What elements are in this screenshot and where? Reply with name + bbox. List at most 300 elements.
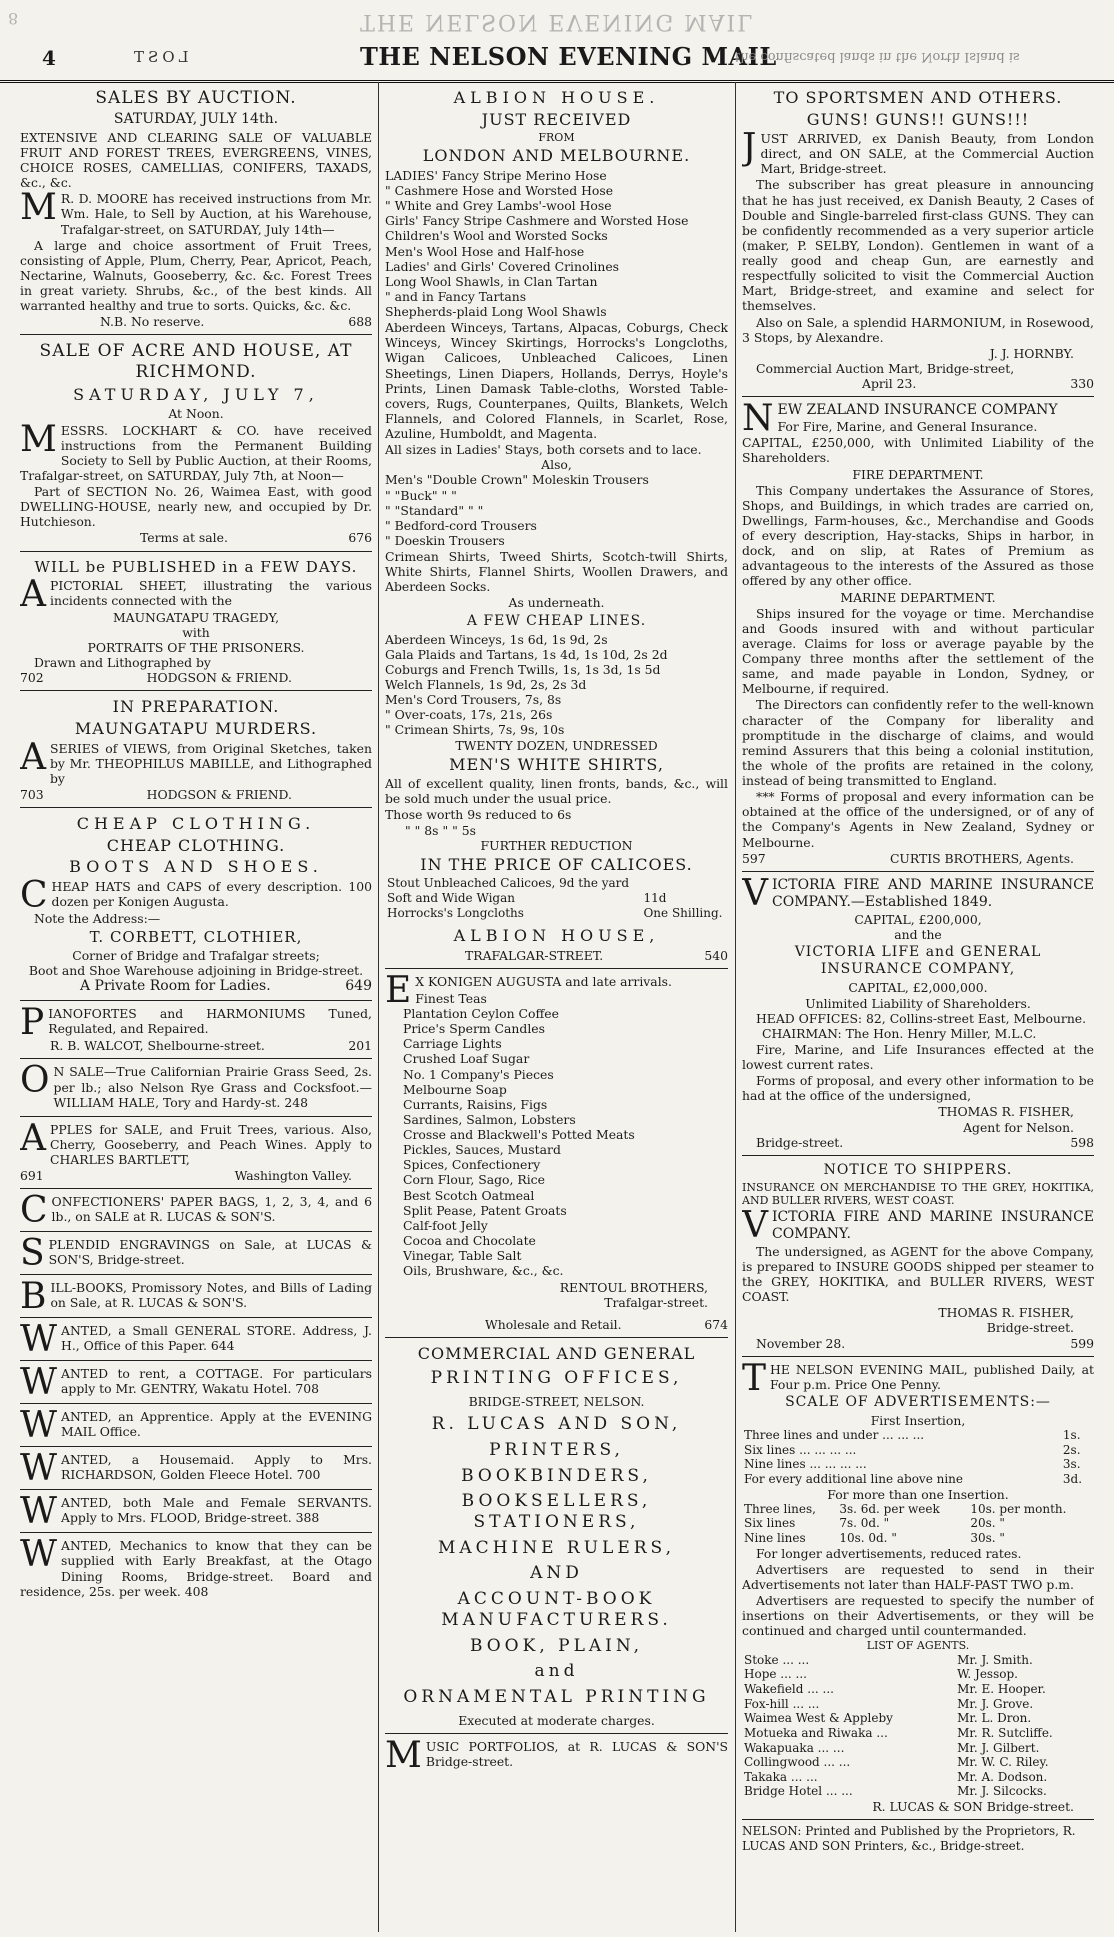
albion-para: Aberdeen Winceys, Tartans, Alpacas, Coburgs, Check Winceys, Wincey Skirtings, Horrocks's Longcloths, Wigan Calicoes, Unbleached Calicoes, Linen Sheetings, Linen Diapers, Hollands, Derrys, Hoyle's Prints, Linen Damask Table-cloths, Worsted Table-covers, Rugs, Counterpanes, Quilts, Blankets, Welch Flannels, and Colored Flannels, in Scarlet, Rose, Azuline, Humboldt, and Magenta. xyxy=(385,320,728,442)
list-item: ORNAMENTAL PRINTING xyxy=(403,1687,710,1708)
konigen-firm: RENTOUL BROTHERS, xyxy=(559,1280,708,1296)
published-firm: HODGSON & FRIEND. xyxy=(146,670,292,686)
prep-ad xyxy=(20,691,372,808)
list-item: LADIES' Fancy Stripe Merino Hose xyxy=(385,167,607,183)
ad-number: 408 xyxy=(184,1583,209,1599)
list-item: Cocoa and Chocolate xyxy=(403,1232,536,1248)
table-cell: Wakapuaka ... ... xyxy=(744,1740,845,1755)
mail-request: Advertisers are requested to send in their Advertisements not later than HALF-PAST TWO p.m. xyxy=(742,1561,1094,1592)
table-row xyxy=(742,1516,1094,1531)
drop-cap: C xyxy=(20,874,48,916)
auction-body: R. D. MOORE has received instructions from Mr. Wm. Hale, to Sell by Auction, at his Warehouse, Trafalgar-street, on SATURDAY, July 14th— xyxy=(60,191,372,237)
table-cell xyxy=(641,876,728,891)
clothing-room: A Private Room for Ladies. xyxy=(80,978,271,995)
mechanics-body: ANTED, Mechanics to know that they can be supplied with Early Breakfast, at the Otago Dining Rooms, Bridge-street. Board and residence, 25s. per week. xyxy=(20,1538,372,1599)
list-item: Corn Flour, Sago, Rice xyxy=(403,1172,545,1188)
table-row xyxy=(742,1755,1094,1770)
table-cell: Waimea West & Appleby xyxy=(744,1711,893,1726)
fire-department: FIRE DEPARTMENT. xyxy=(852,466,984,482)
drop-cap: J xyxy=(742,127,757,169)
ad-number: 388 xyxy=(295,1510,320,1526)
calico-price-table xyxy=(385,876,728,920)
table-cell: Mr. E. Hooper. xyxy=(957,1682,1046,1697)
column-rule xyxy=(735,82,736,1932)
clothing-addr-2: Boot and Shoe Warehouse adjoining in Bridge-street. xyxy=(28,963,364,979)
list-item: Shepherds-plaid Long Wool Shawls xyxy=(385,304,607,320)
table-cell: Six lines xyxy=(744,1516,796,1531)
list-item: " Over-coats, 17s, 21s, 26s xyxy=(385,707,553,723)
table-cell: Horrocks's Longcloths xyxy=(387,905,524,920)
printing-address: BRIDGE-STREET, NELSON. xyxy=(468,1393,645,1409)
sportsmen-sig: J. J. HORNBY. xyxy=(989,345,1074,361)
drop-cap: P xyxy=(20,1002,45,1044)
drop-cap: M xyxy=(20,187,57,229)
victoria-fire: Fire, Marine, and Life Insurances effected at the lowest current rates. xyxy=(742,1041,1094,1073)
guns-heading: GUNS! GUNS!! GUNS!!! xyxy=(806,109,1030,129)
drop-cap: A xyxy=(20,573,46,615)
table-cell: 10s. per month. xyxy=(970,1501,1067,1516)
grocery-list xyxy=(403,991,728,1278)
table-row xyxy=(385,891,728,906)
clothing-heading-3: BOOTS AND SHOES. xyxy=(69,857,323,877)
list-item: Oils, Brushware, &c., &c. xyxy=(403,1263,564,1279)
albion-also: Also, xyxy=(541,457,572,473)
list-item: ACCOUNT-BOOK MANUFACTURERS. xyxy=(441,1589,672,1630)
albion-quality: All of excellent quality, linen fronts, bands, &c., will be sold much under the usual price. xyxy=(385,776,728,807)
prep-body: SERIES of VIEWS, from Original Sketches, taken by Mr. THEOPHILUS MABILLE, and Lithographed by xyxy=(50,740,372,786)
albion-from: FROM xyxy=(538,131,575,145)
servants-body: ANTED, both Male and Female SERVANTS. Apply to Mrs. FLOOD, Bridge-street. xyxy=(61,1495,372,1526)
list-item: Pickles, Sauces, Mustard xyxy=(403,1142,561,1158)
albion-trousers-list xyxy=(385,472,728,548)
masthead xyxy=(0,34,1114,83)
victoria-street: Bridge-street. xyxy=(756,1134,844,1150)
table-row xyxy=(742,1472,1094,1487)
ad-number: 644 xyxy=(210,1338,235,1354)
drop-cap: O xyxy=(20,1060,50,1102)
table-row xyxy=(742,1697,1094,1712)
table-cell: 10s. 0d. " xyxy=(839,1531,897,1546)
list-item: Best Scotch Oatmeal xyxy=(403,1187,535,1203)
table-row xyxy=(742,1443,1094,1458)
sportsmen-heading: TO SPORTSMEN AND OTHERS. xyxy=(773,88,1063,107)
list-item: Carriage Lights xyxy=(403,1036,502,1052)
sportsmen-ad xyxy=(742,82,1094,397)
table-row xyxy=(742,1653,1094,1668)
table-cell: Six lines ... ... ... ... xyxy=(744,1442,857,1457)
konigen-ad xyxy=(385,969,728,1338)
list-item: Coburgs and French Twills, 1s, 1s 3d, 1s 5d xyxy=(385,661,661,677)
fire-body: This Company undertakes the Assurance of Stores, Shops, and Buildings, in which trades are carried on, Dwellings, Farm-houses, &c., Merchandise and Goods of every description, Hay-stacks, Ships in harbor, in dock, and on slip, at Rates of Premium as advantageous to the interests of the Assured as those offered by any other office. xyxy=(742,482,1094,589)
prep-sub: MAUNGATAPU MURDERS. xyxy=(74,718,318,738)
ad-number: 649 xyxy=(345,978,372,995)
sportsmen-body-2: The subscriber has great pleasure in announcing that he has just received, ex Danish Beauty, 2 Cases of Double and Single-barreled first-class GUNS. They can be confidently recommended as a very superior article (maker, P. SELBY, London). Gentlemen in want of a really good and cheap Gun, are earnestly and respectfully solicited to visit the Commercial Auction Mart, Bridge-street, and examine and select for themselves. xyxy=(742,177,1094,314)
bleed-through-header xyxy=(0,0,1114,34)
list-item: R. LUCAS AND SON, xyxy=(431,1414,682,1435)
column-2 xyxy=(385,82,728,1932)
apples-place: Washington Valley. xyxy=(234,1168,352,1184)
albion-sub: JUST RECEIVED xyxy=(481,109,632,129)
table-cell: Mr. J. Gilbert. xyxy=(957,1740,1040,1755)
ad-number: 700 xyxy=(296,1467,321,1483)
list-item: MACHINE RULERS, xyxy=(438,1537,675,1558)
column-1 xyxy=(20,82,372,1932)
published-line: MAUNGATAPU TRAGEDY, xyxy=(112,609,280,625)
table-cell: 1s. xyxy=(1062,1428,1081,1443)
list-item: Welch Flannels, 1s 9d, 2s, 2s 3d xyxy=(385,677,587,693)
list-item: " and in Fancy Tartans xyxy=(385,288,527,304)
pianos-sig: R. B. WALCOT, Shelbourne-street. xyxy=(50,1038,265,1054)
albion-twenty: TWENTY DOZEN, UNDRESSED xyxy=(455,737,658,753)
table-cell: 11d xyxy=(643,890,667,905)
ad-number: 676 xyxy=(348,530,372,546)
ad-number: 688 xyxy=(348,314,372,330)
victoria-ad xyxy=(742,872,1094,1156)
table-cell: One Shilling. xyxy=(643,905,723,920)
list-item: Gala Plaids and Tartans, 1s 4d, 1s 10d, 2s 2d xyxy=(385,646,668,662)
albion-further: FURTHER REDUCTION xyxy=(480,837,633,853)
table-row xyxy=(742,1428,1094,1443)
bleed-text: the confiscated lands in the North Island is xyxy=(735,48,1020,64)
sportsmen-date: April 23. xyxy=(862,376,917,392)
bleed-lost: LOST xyxy=(130,48,189,66)
column-rule xyxy=(378,82,379,1932)
music-body: USIC PORTFOLIOS, at R. LUCAS & SON'S Bridge-street. xyxy=(425,1739,728,1770)
marine-department: MARINE DEPARTMENT. xyxy=(840,589,996,605)
drop-cap: M xyxy=(385,1735,422,1777)
published-body: PICTORIAL SHEET, illustrating the various incidents connected with the xyxy=(50,577,372,608)
ad-number: 540 xyxy=(704,947,728,963)
list-item: BOOK, PLAIN, xyxy=(469,1635,644,1656)
mechanics-ad xyxy=(20,1533,372,1605)
table-cell: Hope ... ... xyxy=(744,1667,807,1682)
victoria-capital: CAPITAL, £200,000, xyxy=(854,912,982,928)
table-cell: Stoke ... ... xyxy=(744,1652,810,1667)
apples-name: CHARLES BARTLETT, xyxy=(50,1152,190,1168)
albion-cheap: A FEW CHEAP LINES. xyxy=(466,612,647,629)
bags-ad xyxy=(20,1189,372,1232)
list-item: Calf-foot Jelly xyxy=(403,1217,488,1233)
ad-number: 674 xyxy=(704,1316,728,1332)
acre-heading: SALE OF ACRE AND HOUSE, AT RICHMOND. xyxy=(39,341,353,383)
pianos-body: IANOFORTES and HARMONIUMS Tuned, Regulated, and Repaired. xyxy=(48,1006,372,1037)
konigen-retail: Wholesale and Retail. xyxy=(485,1316,622,1332)
victoria-chairman: CHAIRMAN: The Hon. Henry Miller, M.L.C. xyxy=(762,1025,1037,1041)
bills-body: ILL-BOOKS, Promissory Notes, and Bills of Lading on Sale, at R. LUCAS & SON'S. xyxy=(50,1280,372,1311)
store-ad xyxy=(20,1318,372,1361)
list-item: Finest Teas xyxy=(415,990,487,1006)
apprentice-body: ANTED, an Apprentice. Apply at the EVENING MAIL Office. xyxy=(61,1409,372,1440)
sportsmen-body: UST ARRIVED, ex Danish Beauty, from London direct, and ON SALE, at the Commercial Auction Mart, Bridge-street. xyxy=(760,131,1094,177)
directors-body: The Directors can confidently refer to the well-known character of the Company for liberality and promptitude in the discharge of claims, and would remind Assurers that this being a colonial institution, the whole of the profits are retained in the colony, instead of being transmitted to England. xyxy=(742,697,1094,789)
shippers-company: ICTORIA FIRE AND MARINE INSURANCE COMPANY. xyxy=(772,1208,1094,1242)
table-row xyxy=(742,1770,1094,1785)
drop-cap: B xyxy=(20,1276,47,1318)
drop-cap: W xyxy=(20,1448,58,1490)
drop-cap: W xyxy=(20,1362,58,1404)
auction-nb: N.B. No reserve. xyxy=(100,314,205,330)
table-cell: Mr. R. Sutcliffe. xyxy=(957,1725,1053,1740)
shippers-body: The undersigned, as AGENT for the above Company, is prepared to INSURE GOODS shipped per steamer to the GREY, HOKITIKA, and BULLER RIVERS, WEST COAST. xyxy=(742,1243,1094,1305)
ad-number: 599 xyxy=(1070,1335,1094,1351)
list-item: No. 1 Company's Pieces xyxy=(403,1066,554,1082)
clothing-name: T. CORBETT, CLOTHIER, xyxy=(89,927,303,946)
list-item: Melbourne Soap xyxy=(403,1081,507,1097)
table-cell: Nine lines ... ... ... ... xyxy=(744,1457,867,1472)
table-cell: 3d. xyxy=(1062,1472,1083,1487)
housemaid-body: ANTED, a Housemaid. Apply to Mrs. RICHARDSON, Golden Fleece Hotel. xyxy=(61,1452,372,1483)
table-cell: W. Jessop. xyxy=(957,1667,1018,1682)
albion-foot: ALBION HOUSE, xyxy=(453,926,660,946)
table-cell: Three lines, xyxy=(744,1501,816,1516)
bills-ad xyxy=(20,1275,372,1318)
table-cell: Stout Unbleached Calicoes, 9d the yard xyxy=(387,876,630,891)
list-item: Price's Sperm Candles xyxy=(403,1021,545,1037)
albion-shirts: Crimean Shirts, Tweed Shirts, Scotch-twill Shirts, White Shirts, Flannel Shirts, Woollen Drawers, and Aberdeen Socks. xyxy=(385,549,728,595)
albion-worth-2: " " 8s " " 5s xyxy=(405,822,476,838)
mail-heading: HE NELSON EVENING MAIL, published Daily, at Four p.m. Price One Penny. xyxy=(770,1361,1094,1392)
acre-time: At Noon. xyxy=(168,406,224,422)
auction-body-2: A large and choice assortment of Fruit Trees, consisting of Apple, Plum, Cherry, Pear, Apricot, Peach, Nectarine, Walnuts, Gooseberry, &c. &c. Forest Trees in great variety. Shrubs, &c., of the best kinds. All warranted healthy and true to sorts. Quicks, &c. &c. xyxy=(20,237,372,314)
rates-table xyxy=(742,1428,1094,1487)
victoria-sig: THOMAS R. FISHER, xyxy=(938,1104,1074,1120)
list-item: Vinegar, Table Salt xyxy=(403,1248,522,1264)
rates-table-2 xyxy=(742,1502,1094,1546)
prep-heading: IN PREPARATION. xyxy=(112,697,280,717)
ad-number: 702 xyxy=(20,670,44,686)
agents-table xyxy=(742,1653,1094,1799)
acre-body-2: Part of SECTION No. 26, Waimea East, with good DWELLING-HOUSE, nearly new, and occupied by Dr. Hutchieson. xyxy=(20,484,372,530)
printing-services xyxy=(385,1414,728,1708)
table-cell: Three lines and under ... ... ... xyxy=(744,1428,925,1443)
clothing-heading-2: CHEAP CLOTHING. xyxy=(106,835,286,855)
list-item: BOOKBINDERS, xyxy=(461,1465,652,1486)
table-row xyxy=(742,1726,1094,1741)
engravings-ad xyxy=(20,1232,372,1275)
ad-number: 597 xyxy=(742,850,766,866)
drop-cap: A xyxy=(20,736,46,778)
list-item: " Cashmere Hose and Worsted Hose xyxy=(385,183,614,199)
sportsmen-body-3: Also on Sale, a splendid HARMONIUM, in Rosewood, 3 Stops, by Alexandre. xyxy=(742,314,1094,345)
store-body: ANTED, a Small GENERAL STORE. Address, J. H., Office of this Paper. xyxy=(61,1323,372,1354)
list-item: " White and Grey Lambs'-wool Hose xyxy=(385,198,612,214)
clothing-heading: CHEAP CLOTHING. xyxy=(76,814,316,833)
victoria-head-offices: HEAD OFFICES: 82, Collins-street East, Melbourne. xyxy=(756,1010,1087,1026)
housemaid-ad xyxy=(20,1447,372,1490)
page-number: 4 xyxy=(42,46,56,70)
list-item: Sardines, Salmon, Lobsters xyxy=(403,1111,576,1127)
table-row xyxy=(742,1502,1094,1517)
table-cell: 3s. xyxy=(1062,1457,1081,1472)
shippers-sub: INSURANCE ON MERCHANDISE TO THE GREY, HOKITIKA, AND BULLER RIVERS, WEST COAST. xyxy=(742,1180,1094,1208)
published-line: Drawn and Lithographed by xyxy=(34,655,211,671)
albion-cheap-lines xyxy=(385,632,728,738)
sportsmen-mart: Commercial Auction Mart, Bridge-street, xyxy=(756,360,1015,376)
nz-insurance-ad xyxy=(742,397,1094,872)
table-cell: For every additional line above nine xyxy=(744,1472,964,1487)
table-cell: Wakefield ... ... xyxy=(744,1682,834,1697)
list-item: Men's Wool Hose and Half-hose xyxy=(385,243,585,259)
albion-place: LONDON AND MELBOURNE. xyxy=(422,146,691,166)
list-item: Girls' Fancy Stripe Cashmere and Worsted Hose xyxy=(385,213,689,229)
imprint: NELSON: Printed and Published by the Proprietors, R. LUCAS AND SON Printers, &c., Bridge-street. xyxy=(742,1824,1076,1853)
list-item: BOOKSELLERS, STATIONERS, xyxy=(461,1491,652,1533)
music-ad xyxy=(385,1734,728,1775)
nz-insurance-heading: EW ZEALAND INSURANCE COMPANY xyxy=(777,402,1058,419)
list-item: " Crimean Shirts, 7s, 9s, 10s xyxy=(385,722,565,738)
list-item: Men's "Double Crown" Moleskin Trousers xyxy=(385,472,649,488)
column-3 xyxy=(742,82,1094,1932)
list-item: Split Pease, Patent Groats xyxy=(403,1202,567,1218)
table-cell: Fox-hill ... ... xyxy=(744,1696,820,1711)
cottage-body: ANTED to rent, a COTTAGE. For particulars apply to Mr. GENTRY, Wakatu Hotel. xyxy=(61,1366,372,1397)
list-item: and xyxy=(534,1661,579,1682)
list-item: Spices, Confectionery xyxy=(403,1157,541,1173)
mail-request-2: Advertisers are requested to specify the number of insertions on their Advertisements, or they will be continued and charged until countermanded. xyxy=(742,1593,1094,1639)
printing-ad xyxy=(385,1338,728,1734)
victoria-and: and the xyxy=(894,927,942,943)
nz-insurance-sub: For Fire, Marine, and General Insurance. xyxy=(777,419,1038,435)
servants-ad xyxy=(20,1490,372,1533)
table-row xyxy=(385,876,728,891)
drop-cap: W xyxy=(20,1319,58,1361)
list-item: Currants, Raisins, Figs xyxy=(403,1096,548,1112)
victoria-forms: Forms of proposal, and every other information to be had at the office of the undersigned, xyxy=(742,1073,1094,1104)
list-item: Ladies' and Girls' Covered Crinolines xyxy=(385,258,620,274)
auction-date: SATURDAY, JULY 14th. xyxy=(113,110,279,127)
konigen-heading: X KONIGEN AUGUSTA and late arrivals. xyxy=(415,973,672,989)
list-item: " Doeskin Trousers xyxy=(385,532,505,548)
table-cell: Mr. J. Grove. xyxy=(957,1696,1034,1711)
victoria-agent: Agent for Nelson. xyxy=(963,1119,1074,1135)
prep-firm: HODGSON & FRIEND. xyxy=(146,786,292,802)
grass-ad xyxy=(20,1059,372,1116)
drop-cap: W xyxy=(20,1491,58,1533)
table-cell: Bridge Hotel ... ... xyxy=(744,1784,853,1799)
table-cell: Mr. L. Dron. xyxy=(957,1711,1032,1726)
acre-ad xyxy=(20,335,372,551)
ad-number: 201 xyxy=(348,1038,372,1054)
albion-item-list xyxy=(385,168,728,319)
drop-cap: T xyxy=(742,1357,767,1399)
agents-heading: LIST OF AGENTS. xyxy=(866,1639,970,1653)
drop-cap: E xyxy=(385,969,412,1011)
table-cell: 7s. 0d. " xyxy=(839,1516,890,1531)
shippers-street: Bridge-street. xyxy=(986,1320,1074,1336)
drop-cap: W xyxy=(20,1405,58,1447)
bags-body: ONFECTIONERS' PAPER BAGS, 1, 2, 3, 4, and 6 lb., on SALE at R. LUCAS & SON'S. xyxy=(51,1194,372,1225)
table-cell: 3s. 6d. per week xyxy=(839,1501,940,1516)
drop-cap: S xyxy=(20,1233,45,1275)
albion-stays: All sizes in Ladies' Stays, both corsets and to lace. xyxy=(385,442,702,458)
table-cell: Takaka ... ... xyxy=(744,1769,818,1784)
drop-cap: N xyxy=(742,398,774,440)
table-cell: Soft and Wide Wigan xyxy=(387,890,515,905)
pianos-ad xyxy=(20,1001,372,1059)
shippers-heading: NOTICE TO SHIPPERS. xyxy=(823,1161,1013,1178)
konigen-street: Trafalgar-street. xyxy=(604,1295,708,1311)
list-item: " "Buck" " " xyxy=(385,487,457,503)
table-row xyxy=(742,1741,1094,1756)
ad-number: 598 xyxy=(1070,1134,1094,1150)
table-cell: Mr. A. Dodson. xyxy=(957,1769,1048,1784)
table-row xyxy=(742,1682,1094,1697)
printing-heading: COMMERCIAL AND GENERAL xyxy=(417,1343,696,1363)
table-row xyxy=(742,1667,1094,1682)
ad-number: 330 xyxy=(1070,376,1094,392)
list-item: " "Standard" " " xyxy=(385,502,484,518)
albion-ad xyxy=(385,82,728,969)
apples-body: PPLES for SALE, and Fruit Trees, various. Also, Cherry, Gooseberry, and Peach Wines. Apply to xyxy=(50,1121,372,1152)
table-cell: 20s. " xyxy=(970,1516,1005,1531)
published-line: with xyxy=(182,624,210,640)
table-cell: Nine lines xyxy=(744,1531,806,1546)
mail-sig: R. LUCAS & SON Bridge-street. xyxy=(872,1799,1074,1815)
drop-cap: V xyxy=(742,872,768,914)
drop-cap: M xyxy=(20,418,57,460)
list-item: Crushed Loaf Sugar xyxy=(403,1051,530,1067)
table-row xyxy=(742,1457,1094,1472)
table-cell: Mr. J. Silcocks. xyxy=(957,1784,1047,1799)
mail-longer: For longer advertisements, reduced rates. xyxy=(756,1545,1022,1561)
clothing-ad xyxy=(20,808,372,1001)
ad-number: 248 xyxy=(284,1094,308,1110)
table-cell: 2s. xyxy=(1062,1442,1081,1457)
ad-number: 691 xyxy=(20,1168,44,1184)
victoria-capital-2: CAPITAL, £2,000,000. xyxy=(848,980,988,996)
victoria-life: VICTORIA LIFE and GENERAL INSURANCE COMPANY, xyxy=(794,944,1042,978)
auction-heading: SALES BY AUCTION. xyxy=(95,88,297,108)
acre-body: ESSRS. LOCKHART & CO. have received instructions from the Permanent Building Society to Sell by Public Auction, at their Rooms, Trafalgar-street, on SATURDAY, July 7th, at Noon— xyxy=(20,422,372,483)
ad-number: 708 xyxy=(295,1381,320,1397)
published-ad xyxy=(20,552,372,692)
more-insertion: For more than one Insertion. xyxy=(827,1486,1009,1502)
newspaper-title: THE NELSON EVENING MAIL xyxy=(360,42,777,71)
list-item: Long Wool Shawls, in Clan Tartan xyxy=(385,273,598,289)
albion-street: TRAFALGAR-STREET. xyxy=(465,947,604,963)
drop-cap: A xyxy=(20,1117,46,1159)
printing-heading-2: PRINTING OFFICES, xyxy=(430,1368,683,1389)
shippers-sig: THOMAS R. FISHER, xyxy=(938,1305,1074,1321)
albion-calicoes: IN THE PRICE OF CALICOES. xyxy=(420,854,693,874)
nz-insurance-agents: CURTIS BROTHERS, Agents. xyxy=(889,850,1074,866)
table-row xyxy=(742,1711,1094,1726)
nz-insurance-capital: CAPITAL, £250,000, with Unlimited Liability of the Shareholders. xyxy=(742,435,1094,466)
apples-ad xyxy=(20,1117,372,1190)
bleed-through-title: THE NELSON EVENING MAIL xyxy=(360,9,754,34)
albion-white: MEN'S WHITE SHIRTS, xyxy=(449,754,664,774)
marine-body: Ships insured for the voyage or time. Merchandise and Goods insured with and without particular average. Claims for loss or average payable by the Company three months after the settlement of the same, and made payable in London, Sydney, or Melbourne, if required. xyxy=(742,605,1094,697)
forms-body: *** Forms of proposal and every information can be obtained at the office of the undersigned, or of any of the Company's Agents in New Zealand, Sydney or Melbourne. xyxy=(742,789,1094,850)
table-cell: 30s. " xyxy=(970,1531,1005,1546)
list-item: AND xyxy=(530,1563,583,1584)
list-item: Plantation Ceylon Coffee xyxy=(403,1006,559,1022)
list-item: PRINTERS, xyxy=(489,1439,624,1460)
list-item: Children's Wool and Worsted Socks xyxy=(385,228,608,244)
ad-number: 703 xyxy=(20,786,44,802)
list-item: " Bedford-cord Trousers xyxy=(385,517,537,533)
printing-charges: Executed at moderate charges. xyxy=(458,1712,655,1728)
clothing-note: Note the Address:— xyxy=(34,910,161,926)
cottage-ad xyxy=(20,1361,372,1404)
shippers-date: November 28. xyxy=(756,1335,846,1351)
drop-cap: W xyxy=(20,1534,58,1576)
albion-worth: Those worth 9s reduced to 6s xyxy=(385,807,572,823)
bleed-through-page: 8 xyxy=(8,9,21,28)
table-row xyxy=(385,906,728,921)
table-row xyxy=(742,1784,1094,1799)
auction-title: EXTENSIVE AND CLEARING SALE OF VALUABLE FRUIT AND FOREST TREES, EVERGREENS, VINES, CHOICE ROSES, CAMELLIAS, CONIFERS, TAXADS, &c., &c. xyxy=(20,129,372,191)
